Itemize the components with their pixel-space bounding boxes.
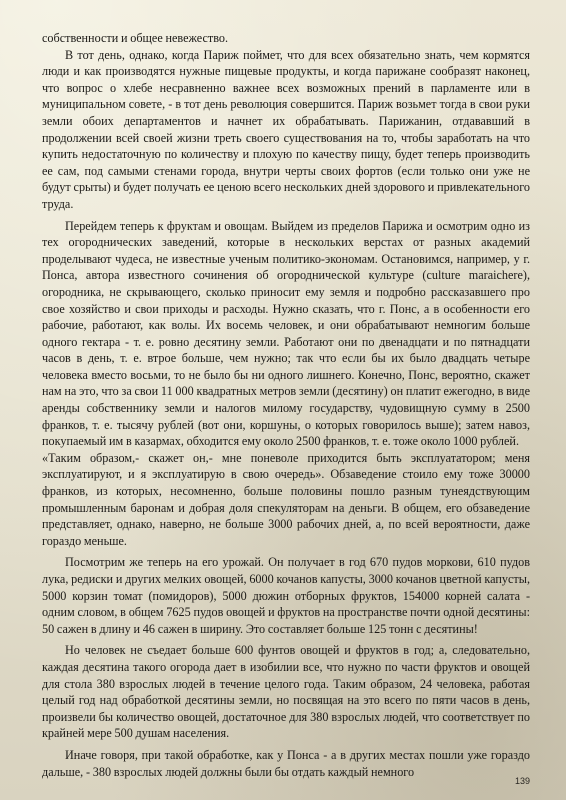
paragraph-6: Но человек не съедает больше 600 фунтов овощей и фруктов в год; а, следовательно, каждая десятина такого огорода дает в изобилии все, что нужно по части фруктов и овощей для стола 380 взрослых людей в течение целого года. Таким образом, 24 человека, работая целый год над обработкой десятины земли, но посвящая на это всего по пяти часов в день, произвели бы количество овощей, достаточное для 380 взрослых людей, что соответствует по крайней мере 500 душам населения. — [42, 643, 530, 741]
paragraph-3: Перейдем теперь к фруктам и овощам. Выйдем из пределов Парижа и осмотрим одно из тех огороднических заведений, которые в нескольких верстах от разных академий проделывают чудеса, не известные ученым политико-экономам. Остановимся, например, у г. Понса, автора известного сочинения об огороднической культуре (culture maraichere), огородника, не скрывающего, сколько приносит ему земля и подробно рассказавшего про свое хозяйство и свои приходы и расходы. Нужно сказать, что г. Понс, а в особенности его рабочие, работают, как волы. Их восемь человек, и они обрабатывают немногим больше одного гектара - т. е. ровно десятину земли. Работают они по двенадцати и по пятнадцати часов в день, т. е. втрое больше, чем нужно; так что если бы их было двадцать четыре человека вместо восьми, то не было бы ни одного лишнего. Конечно, Понс, вероятно, скажет нам на это, что за свои 11 000 квадратных метров земли (десятину) он платит ежегодно, в виде аренды собственнику земли и налогов милому государству, чудовищную сумму в 2500 франков, т. е. тысячу рублей (вот они, коршуны, о которых говорилось выше); затем навоз, покупаемый им в казармах, обходится ему около 2500 франков, т. е. тоже около 1000 рублей. — [42, 218, 530, 449]
page-number: 139 — [514, 776, 530, 786]
page-body — [42, 30, 530, 780]
paragraph-7: Иначе говоря, при такой обработке, как у Понса - а в других местах пошли уже гораздо дальше, - 380 взрослых людей должны были бы отдать каждый немного — [42, 747, 530, 779]
paragraph-4: «Таким образом,- скажет он,- мне поневоле приходится быть эксплуататором; меня эксплуатируют, и я эксплуатирую в свою очередь». Обзаведение стоило ему тоже 30000 франков, из которых, несомненно, больше половины пошло разным тунеядствующим промышленным баронам и добрая доля спекуляторам на деньги. В общем, его обзаведение представляет, однако, наверно, не больше 3000 рабочих дней, а, по всей вероятности, даже гораздо меньше. — [42, 450, 530, 548]
paragraph-1: собственности и общее невежество. — [42, 31, 229, 45]
paragraph-5: Посмотрим же теперь на его урожай. Он получает в год 670 пудов моркови, 610 пудов лука, редиски и других мелких овощей, 6000 кочанов капусты, 3000 кочанов цветной капусты, 5000 корзин томат (помидоров), 5000 дюжин отборных фруктов, 154000 корней салата - одним словом, в общем 7625 пудов овощей и фруктов на пространстве почти одной десятины: 50 сажен в длину и 46 сажен в ширину. Это составляет больше 125 тонн с десятины! — [42, 555, 530, 636]
paragraph-2: В тот день, однако, когда Париж поймет, что для всех обязательно знать, чем кормятся люди и как производятся нужные пищевые продукты, и когда парижане сообразят наконец, что вопрос о хлебе несравненно важнее всех возможных прений в парламенте или в муниципальном совете, - в тот день революция совершится. Париж возьмет тогда в свои руки земли обоих департаментов и начнет их обрабатывать. Парижанин, отдававший в продолжении всей своей жизни треть своего существования на то, чтобы заработать на что купить недостаточную по количеству и плохую по качеству пищу, будет теперь производить ее сам, под самыми стенами города, внутри черты своих фортов (если только они уже не будут срыты) и будет получать ее ценою всего нескольких дней здорового и привлекательного труда. — [42, 47, 530, 211]
